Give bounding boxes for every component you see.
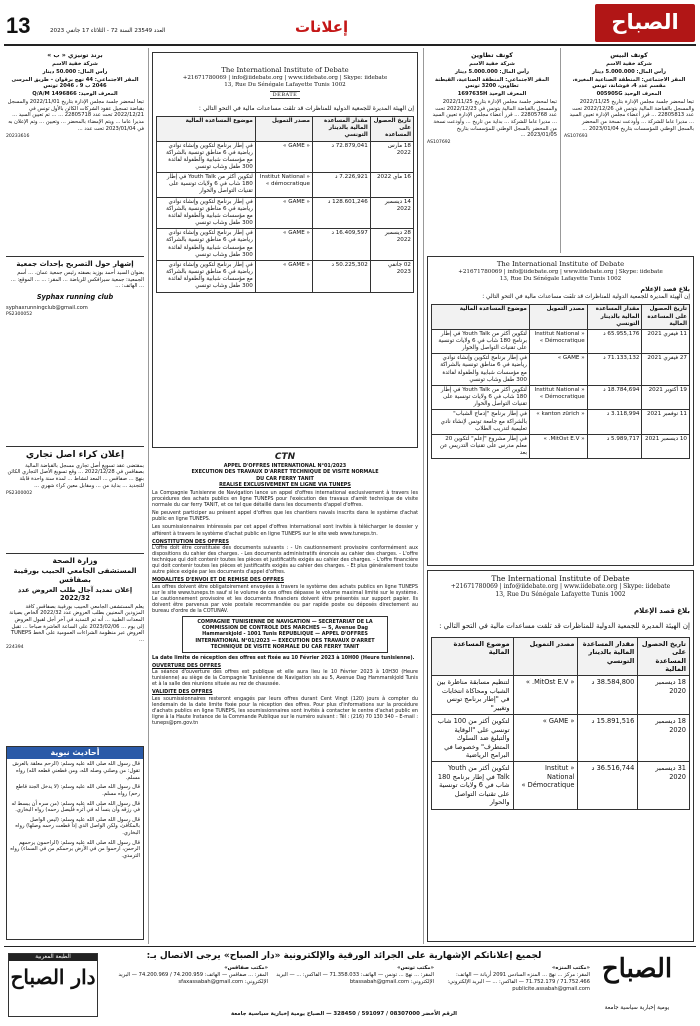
ad-separator bbox=[6, 553, 144, 554]
table-cell: 15.891,516 د bbox=[578, 715, 638, 762]
ctn-body: L'offre doit être constituée des documents suivants : - Un cautionnement provisoire conformément aux dispositions du cahier des charges. - Les documents administratifs énoncés au cahier des charges. - L'offre technique qui doit contenir toutes les pièces et justificatifs exigés au cahier des charges. - L'offre financière qui doit contenir toutes les pièces et justificatifs exigés au cahier des charges. - Et plus généralement toute autre pièce exigée par les documents d'appel d'offres. bbox=[152, 544, 418, 576]
hospital-name: المستشفى الجامعي الحبيب بورقيبة بصفاقس bbox=[13, 566, 137, 584]
table-cell: « Institut National Démocratique » bbox=[529, 385, 587, 409]
office-title: «مكتب المنزه» bbox=[552, 965, 590, 971]
column-divider bbox=[148, 48, 149, 944]
table-cell: 27 فيفري 2021 bbox=[642, 354, 690, 386]
ad-conf-elbis bbox=[564, 52, 694, 252]
ad-brand-tunisie bbox=[6, 52, 144, 254]
debate-ad-top bbox=[152, 52, 418, 448]
hadith-item: قال رسول الله صلى الله عليه وسلم: (الرحم معلقة بالعرش تقول: من وصلني وصله الله، ومن قطعني قطعه الله) رواه مسلم. bbox=[12, 761, 140, 781]
ad-body: تبعا لمحضر جلسة مجلس الإدارة بتاريخ 2022/11/01 والمسجل بقباضة تسجيل عقود الشركات الكائن بالأول تونس في 2022/12/21 تحت عدد 22805718 ... ... تم تعيين السيد ... مديرا عاما ... ويتم الإمضاء بالمحضر ... وتعيين ... وتم الإعلان به في 2023/01/04 تحت عدد ... bbox=[7, 99, 144, 132]
ad-capital: رأس المال: 50.000 دينار bbox=[42, 68, 108, 75]
column-header: موضوع المساعدة المالية bbox=[432, 637, 514, 676]
debate-title: The International Institute of Debate bbox=[496, 260, 625, 268]
table-header-row bbox=[432, 637, 690, 676]
ad-title: إعلان تمديد آجال طلب العروض عدد 2022/32 bbox=[17, 585, 133, 603]
hadith-item: قال رسول الله صلى الله عليه وسلم: (من سره أن يبسط له في رزقه وأن ينسأ له في أثره فليصل رحمه) رواه البخاري. bbox=[11, 800, 140, 814]
table-row bbox=[157, 229, 414, 261]
table-cell: في إطار مشروع "إعلم" لتكوين 20 معلم مدرس على تقنيات التدريس عن بعد bbox=[432, 434, 530, 458]
ctn-address-box: COMPAGNIE TUNISIENNE DE NAVIGATION — SECRETARIAT DE LA COMMISSION DE CONTROLE DES MARCHES — 5, Avenue Dag Hammarskjold - 1001 Tunis REPUBLIQUE — APPEL D'OFFRES INTERNATIONAL N°01/2023 — EXECUTION DES TRAVAUX D'ARRET TECHNIQUE DE VISITE NORMALE DU CAR FERRY TANIT bbox=[182, 616, 388, 653]
office-title: «مكتب صفاقس» bbox=[224, 965, 268, 971]
ad-title: برند تونيزي « ب » bbox=[47, 52, 103, 59]
ctn-logo: CTN bbox=[274, 452, 296, 462]
debate-intro: إن الهيئة المديرة للجمعية الدولية للمناظرات قد تلقت مساعدات مالية في التحو التالي : bbox=[482, 293, 690, 300]
table-cell: في إطار برنامج لتكوين وإنشاء نوادي رياضية في 6 مناطق تونسية بالشراكة مع مؤسسات شبابية والطفولة لفائدة 300 طفل وشاب تونسي bbox=[157, 141, 256, 173]
column-header: مقدار المساعدة المالية بالدينار التونسي bbox=[312, 117, 370, 141]
ctn-sub3: REALISE EXCLUSIVEMENT EN LIGNE VIA TUNEPS bbox=[219, 481, 351, 488]
ctn-sub1: EXECUTION DES TRAVAUX D'ARRET TECHNIQUE DE VISITE NORMALE bbox=[191, 469, 379, 476]
issue-date-line: العدد 23549 السنة 72 - الثلاثاء 17 جانفي 2023 bbox=[50, 28, 166, 34]
footer-edition-logo bbox=[8, 953, 98, 1017]
table-cell: 18 مارس 2022 bbox=[370, 141, 413, 173]
ad-email: syphaxrunningclub@gmail.com bbox=[6, 304, 88, 311]
ad-association bbox=[6, 260, 144, 442]
ctn-body: Les offres doivent être obligatoirement envoyées à travers le système des achats publics en ligne TUNEPS sur le site www.tuneps.tn sauf si le volume de ces offres dépasse le volume maximal limité sur le système. Le cautionnement provisoire et les documents financiers doivent être présentés sur support papier. Ils doivent être parvenus par voie postale recommandée ou par rapide poste ou déposés directement au bureau d'ordre de la COTUNAV. bbox=[152, 583, 418, 614]
table-cell: « GAME » bbox=[255, 229, 312, 261]
column-header: موضوع المساعدة المالية bbox=[432, 305, 530, 329]
table-cell: في إطار برنامج لتكوين وإنشاء نوادي رياضية في 6 مناطق تونسية بالشراكة مع مؤسسات شبابية والطفولة لفائدة 300 طفل وشاب تونسي bbox=[157, 229, 256, 261]
section-title: إعلانات bbox=[295, 18, 349, 36]
table-row bbox=[432, 410, 690, 434]
ad-address: المقر الاجتماعي: 44 نهج برقوان – طريق المرسى 2046 ب 9 ، 2046 تونس bbox=[11, 76, 139, 90]
table-cell: 16 ماي 2022 bbox=[370, 173, 413, 197]
column-header: مصدر التمويل bbox=[513, 637, 578, 676]
table-cell: 19 أكتوبر 2021 bbox=[642, 385, 690, 409]
table-cell: في إطار برنامج لتكوين وإنشاء نوادي رياضية في 6 مناطق تونسية بالشراكة مع مؤسسات شبابية والطفولة لفائدة 300 طفل وشاب تونسي bbox=[157, 197, 256, 229]
table-row bbox=[432, 676, 690, 715]
debate-title: The International Institute of Debate bbox=[221, 66, 349, 74]
table-cell: « Institut National Démocratique » bbox=[529, 329, 587, 353]
debate-notice: بلاغ قصد الإعلام bbox=[634, 606, 690, 615]
table-cell: في إطار برنامج لتكوين وإنشاء نوادي رياضية في 6 مناطق تونسية بالشراكة مع مؤسسات شبابية والطفولة لفائدة 300 طفل وشاب تونسي bbox=[157, 260, 256, 292]
debate-contacts: +21671780069 | info@iidebate.org | www.iidebate.org | Skype: iidebate bbox=[182, 74, 388, 81]
debate-address: 13, Rue Du Sénégale Lafayette Tunis 1002 bbox=[499, 275, 622, 282]
ad-ref: AS107692 bbox=[427, 140, 451, 146]
ad-address: المقر الاجتماعي: المنطقة الصناعية المغيرة، مقسم عدد 4، فوشانة، تونس bbox=[572, 76, 686, 90]
table-cell: 16.409,597 د bbox=[312, 229, 370, 261]
office-details: المقر: ... نهج ... تونس — الهاتف: 71.358.033 — الفاكس: ... — البريد الإلكتروني: btassabah@gmail.com bbox=[276, 972, 434, 986]
debate-intro: إن الهيئة المديرة للجمعية الدولية للمناظرات قد تلقت مساعدات مالية في التحو التالي : bbox=[198, 105, 414, 113]
debate-ad-bottom bbox=[427, 570, 694, 942]
grants-table bbox=[431, 637, 690, 810]
column-header: موضوع المساعدة المالية bbox=[157, 117, 256, 141]
table-cell: لتكوين أكثر من 100 شاب تونسي على "الوقاية والتبليغ ضد السلوك المتطرف" وخصوصا في البرامج الرياضية bbox=[432, 715, 514, 762]
table-cell: « GAME » bbox=[255, 141, 312, 173]
ad-id: المعرف الوحيد 1697635H bbox=[457, 91, 527, 98]
ctn-heading: MODALITES D'ENVOI ET DE REMISE DES OFFRES bbox=[152, 577, 285, 584]
column-header: مقدار المساعدة المالية بالدينار التونسي bbox=[578, 637, 638, 676]
ad-body: تبعا لمحضر جلسة مجلس الإدارة بتاريخ 2022/11/25 والمسجل بالقباضة المالية بتونس في 2022/12/26 تحت عدد 22805813 ... قرر أعضاء مجلس الإدارة تعيين السيد ... مديرا عاما للشركة ... وأودعت نسخة من المحضر بالسجل الوطني للمؤسسات بتاريخ 2023/01/04 ... bbox=[569, 99, 694, 132]
footer-office-menzah bbox=[440, 965, 590, 993]
hadith-item: قال رسول الله صلى الله عليه وسلم: (الراحمون يرحمهم الرحمن، ارحموا من في الأرض يرحمكم من في السماء) رواه الترمذي. bbox=[10, 839, 140, 860]
table-cell: 02 جانفي 2023 bbox=[370, 260, 413, 292]
footer-office-sfax bbox=[104, 965, 268, 986]
debate-contacts: +21671780069 | info@iidebate.org | www.iidebate.org | Skype: iidebate bbox=[450, 583, 671, 591]
table-cell: في إطار برنامج "إدماج الشباب" بالشراكة مع جامعة تونس لإنشاء نادي تعليمية لتدريب الطلاب bbox=[432, 410, 530, 434]
debate-notice: بلاغ قصد الإعلام bbox=[640, 286, 690, 293]
table-cell: 128.601,246 د bbox=[312, 197, 370, 229]
ad-subtitle: شركة خفية الاسم bbox=[469, 61, 515, 68]
table-cell: لتنظيم مسابقة مناظرة بين الشباب ومحاكاة انتخابات في "إطار برنامج تونس وتغيير" bbox=[432, 676, 514, 715]
ad-capital: رأس المال: 5.000.000 دينار bbox=[592, 68, 666, 75]
grants-table bbox=[431, 304, 690, 459]
ad-id: المعرف الوحيد: 1496866 Q/A/M bbox=[32, 91, 118, 98]
table-cell: 5.989,717 د bbox=[587, 434, 642, 458]
ctn-title: APPEL D'OFFRES INTERNATIONAL N°01/2023 bbox=[223, 463, 347, 470]
table-cell: 11 فيفري 2021 bbox=[642, 329, 690, 353]
hadith-box bbox=[6, 746, 144, 940]
table-cell: لتكوين أكثر من Youth Talk في إطار برنامج 180 شاب في 6 ولايات تونسية على تقنيات التواصل والحوار bbox=[432, 762, 514, 809]
ctn-sub2: DU CAR FERRY TANIT bbox=[256, 475, 314, 482]
column-header: مقدار المساعدة المالية بالدينار التونسي bbox=[587, 305, 642, 329]
table-row bbox=[432, 762, 690, 809]
table-cell: 7.226,921 د bbox=[312, 173, 370, 197]
office-details: المقر: ... صفاقس — الهاتف: 74.200.959 / 74.200.969 — البريد الإلكتروني: sfaxassabah@gmail.com bbox=[118, 972, 268, 986]
table-cell: 28 ديسمبر 2022 bbox=[370, 229, 413, 261]
ad-ref: PS2300052 bbox=[6, 312, 33, 318]
ad-ref: PS2300002 bbox=[6, 490, 33, 496]
table-cell: « GAME » bbox=[255, 197, 312, 229]
club-logo: Syphax running club bbox=[36, 293, 114, 302]
debate-ad-mid bbox=[427, 256, 694, 566]
table-cell: 14 ديسمبر 2022 bbox=[370, 197, 413, 229]
table-cell: 72.879,041 د bbox=[312, 141, 370, 173]
ad-id: المعرف الوحيد 005905G bbox=[596, 91, 662, 98]
hadith-item: قال رسول الله صلى الله عليه وسلم: (لا يدخل الجنة قاطع رحم) رواه مسلم. bbox=[16, 784, 140, 797]
table-cell: 31 ديسمبر 2020 bbox=[638, 762, 690, 809]
edition-label: الطبعة المغربية bbox=[9, 954, 97, 961]
table-cell: 3.118,994 د bbox=[587, 410, 642, 434]
table-cell: « Institut National Démocratique » bbox=[513, 762, 578, 809]
footer-office-tunis bbox=[274, 965, 434, 986]
table-cell: « GAME » bbox=[513, 715, 578, 762]
debate-contacts: +21671780069 | info@iidebate.org | www.iidebate.org | Skype: iidebate bbox=[458, 268, 663, 275]
table-row bbox=[157, 141, 414, 173]
column-header: تاريخ الحصول على المساعدة المالية bbox=[642, 305, 690, 329]
ad-title: كونف تطاوين bbox=[471, 52, 513, 59]
ad-separator bbox=[6, 446, 144, 447]
hadith-item: قال رسول الله صلى الله عليه وسلم: (ليس الواصل بالمكافئ، ولكن الواصل الذي إذا قطعت رحمه وصلها) رواه البخاري. bbox=[15, 816, 140, 837]
table-row bbox=[157, 197, 414, 229]
table-cell: 11 نوفمبر 2021 bbox=[642, 410, 690, 434]
ad-conf-tataouine bbox=[427, 52, 557, 252]
table-cell: 50.225,302 د bbox=[312, 260, 370, 292]
ctn-heading: OUVERTURE DES OFFRES bbox=[152, 662, 222, 669]
table-cell: لتكوين أكثر من Youth Talk في إطار 180 شاب في 6 ولايات تونسية على تقنيات التواصل والحوار bbox=[432, 385, 530, 409]
table-cell: « MitOst E.V. » bbox=[529, 434, 587, 458]
ad-ref: 224394 bbox=[6, 644, 24, 650]
ctn-body: Les soumissionnaires intéressés par cet appel d'offres international sont invités à télécharger le dossier y afférent à travers le système d'achat public en ligne TUNEPS sur le site web www.tuneps.tn. bbox=[152, 524, 418, 537]
ad-body: يعلم المستشفى الجامعي الحبيب بورقيبة بصفاقس كافة المزودين المعنيين بطلب العروض عدد 2022/32 الخاص بصيانة المعدات الطبية ... أنه تم التمديد في آخر أجل لقبول العروض إلى يوم ... 2023/02/06 على الساعة العاشرة صباحا ... تقبل العروض عبر منظومة الشراءات العمومية على الخط TUNEPS ... bbox=[9, 603, 144, 644]
footer-bottom-line: الرقم الأخضر 08307000 / 591097 / 328450 — الصباح يومية إخبارية سياسية جامعة bbox=[230, 1011, 458, 1017]
table-cell: 18 ديسمبر 2020 bbox=[638, 676, 690, 715]
column-header: مصدر التمويل bbox=[529, 305, 587, 329]
ad-body: بعنوان السيد أحمد بوزيد بصفته رئيس جمعية عمان. ... أسم الجمعية: جمعية سيرافكس للرياضة ... المقر: ... ... الموقع: ... ... الهاتف: ... bbox=[10, 270, 144, 290]
ministry-name: وزارة الصحة bbox=[52, 556, 98, 565]
ctn-body: Les soumissionnaires resteront engagés par leurs offres durant Cent Vingt (120) jours à compter du lendemain de la date limite fixée pour la réception des offres. Pour plus d'informations sur la procédure d'achats publics en ligne TUNEPS, les soumissionnaires sont invités à contacter le centre d'achat public en ligne à la Haute Instance de la Commande Publique sur le numéro suivant : Tél : (216) 70 130 340 – E-mail : tuneps@pm.gov.tn bbox=[152, 695, 418, 726]
ad-capital: رأس المال: 5.000.000 دينار bbox=[455, 68, 529, 75]
table-cell: « MitOst E.V. » bbox=[513, 676, 578, 715]
ad-body: بمقتضى عقد تسويغ أصل تجاري مسجل بالقباضة المالية بصفاقس في 2022/12/28 ... وقع تسويغ الأصل التجاري الكائن بنهج ... صفاقس ... المعد لنشاط ... لمدة سنة واحدة قابلة للتجديد ... بداية من ... ومقابل معين كراء شهري ... bbox=[7, 462, 144, 489]
ctn-heading: CONSTITUTION DES OFFRES bbox=[152, 538, 230, 545]
debate-title: The International Institute of Debate bbox=[491, 574, 630, 583]
ctn-tender-ad bbox=[152, 452, 418, 942]
ad-address: المقر الاجتماعي: المنطقة الصناعية، القيطنة تطاوين، 3200 تونس bbox=[434, 76, 549, 90]
ad-title: إشهار حول التصريح بإحداث جمعية bbox=[16, 260, 134, 268]
table-row bbox=[157, 260, 414, 292]
table-cell: « kanton zürich » bbox=[529, 410, 587, 434]
table-cell: 18.784,694 د bbox=[587, 385, 642, 409]
table-cell: 36.516,744 د bbox=[578, 762, 638, 809]
ctn-deadline: La date limite de réception des offres est fixée au 10 Février 2023 à 10H00 (Heure tunisienne). bbox=[152, 654, 415, 661]
ad-body: تبعا لمحضر جلسة مجلس الإدارة بتاريخ 2022/11/25 والمسجل بالقباضة المالية بتونس في 2022/12/23 تحت عدد 22805768 ... قرر أعضاء مجلس الإدارة تعيين السيد ... مديرا عاما للشركة ... بداية من تاريخ ... وأودعت نسخة من المحضر بالسجل الوطني للمؤسسات بتاريخ 2023/01/05 ... bbox=[432, 99, 557, 139]
hadith-title: أحاديث نبوية bbox=[7, 747, 143, 759]
footer-logo-subtitle: يومية إخبارية سياسية جامعة bbox=[604, 1005, 670, 1011]
table-row bbox=[432, 329, 690, 353]
ad-subtitle: شركة خفية الاسم bbox=[52, 61, 98, 68]
column-header: مصدر التمويل bbox=[255, 117, 312, 141]
ctn-body: Ne peuvent participer au présent appel d'offres que les chantiers navals inscrits dans le système d'achat public en ligne TUNEPS. bbox=[152, 510, 418, 523]
table-cell: 71.133,132 د bbox=[587, 354, 642, 386]
header-divider bbox=[4, 44, 696, 46]
office-title: «مكتب تونس» bbox=[397, 965, 434, 971]
grants-table bbox=[156, 116, 414, 292]
table-header-row bbox=[157, 117, 414, 141]
ad-title: إعلان كراء أصل تجاري bbox=[25, 450, 125, 460]
table-cell: 10 ديسمبر 2021 bbox=[642, 434, 690, 458]
ctn-heading: VALIDITE DES OFFRES bbox=[152, 689, 213, 696]
table-cell: 65.955,176 د bbox=[587, 329, 642, 353]
debate-address: 13, Rue Du Sénégale Lafayette Tunis 1002 bbox=[495, 591, 626, 599]
ctn-body: La Compagnie Tunisienne de Navigation lance un appel d'offres international exclusivement à travers les procédures des achats publics en ligne TUNEPS pour l'exécution des travaux d'arrêt technique de visite normale du car ferry TANIT, et ce tel que détaillé dans les documents d'appel d'offres. bbox=[152, 489, 418, 508]
table-cell: لتكوين أكثر من Youth Talk في إطار برنامج 180 شاب في 6 ولايات تونسية على تقنيات التواصل والحوار bbox=[432, 329, 530, 353]
table-cell: لتكوين أكثر من Youth Talk في إطار 180 شاب في 6 ولايات تونسية على تقنيات التواصل والحوار bbox=[157, 173, 256, 197]
column-header: تاريخ الحصول على المساعدة bbox=[370, 117, 413, 141]
debate-logo: DEBATE bbox=[270, 91, 301, 99]
table-row bbox=[432, 434, 690, 458]
ad-health-tender bbox=[6, 556, 144, 742]
column-divider bbox=[423, 48, 424, 944]
ad-subtitle: شركة خفية الاسم bbox=[606, 61, 652, 68]
ad-ref: 20233616 bbox=[6, 133, 30, 139]
table-cell: « GAME » bbox=[255, 260, 312, 292]
debate-address: 13, Rue Du Sénégale Lafayette Tunis 1002 bbox=[224, 81, 346, 88]
ad-separator bbox=[6, 256, 144, 257]
newspaper-logo: الصباح bbox=[595, 4, 695, 42]
table-row bbox=[432, 354, 690, 386]
ad-ref: AS107693 bbox=[564, 133, 588, 139]
table-cell: « Institut National démocratique » bbox=[255, 173, 312, 197]
table-row bbox=[432, 385, 690, 409]
debate-intro: إن الهيئة المديرة للجمعية الدولية للمناظرات قد تلقت مساعدات مالية في التحو التالي : bbox=[439, 621, 690, 630]
ad-commercial-lease bbox=[6, 450, 144, 550]
footer-logo: الصباح bbox=[601, 954, 673, 984]
table-cell: 38.584,800 د bbox=[578, 676, 638, 715]
table-header-row bbox=[432, 305, 690, 329]
office-details: المقر: مركز ... نهج ... المنزه السادس 2091 أريانة — الهاتف: 71.752.466 / 71.752.179 — الفاكس: ... — البريد الإلكتروني: publicite.assabah@gmail.com bbox=[447, 972, 590, 993]
table-cell: « GAME » bbox=[529, 354, 587, 386]
table-cell: 18 ديسمبر 2020 bbox=[638, 715, 690, 762]
column-header: تاريخ الحصول على المساعدة المالية bbox=[638, 637, 690, 676]
table-row bbox=[157, 173, 414, 197]
table-cell: في إطار برنامج لتكوين وإنشاء نوادي رياضية في 6 مناطق تونسية بالشراكة مع مؤسسات شبابية والطفولة لفائدة 300 طفل وشاب تونسي bbox=[432, 354, 530, 386]
ad-title: كونف البيس bbox=[610, 52, 648, 59]
page-number: 13 bbox=[6, 13, 31, 38]
column-divider bbox=[560, 48, 561, 253]
footer-headline: لجميع إعلاناتكم الإشهارية على الجرائد الورقية والإلكترونية «دار الصباح» يرجى الاتصال بـ: bbox=[146, 951, 542, 961]
footer bbox=[4, 946, 696, 1022]
ctn-body: La séance d'ouverture des offres est publique et elle aura lieu le 10 Février 2023 à 10H30 (Heure tunisienne) au siège de la Compagnie Tunisienne de Navigation sis au 5, Avenue Dag Hammarskjold Tunis et à la salle des réunions située au rez de chaussée. bbox=[152, 669, 418, 688]
table-row bbox=[432, 715, 690, 762]
hadith-list bbox=[7, 759, 143, 865]
edition-name: دار الصباح bbox=[10, 965, 96, 990]
